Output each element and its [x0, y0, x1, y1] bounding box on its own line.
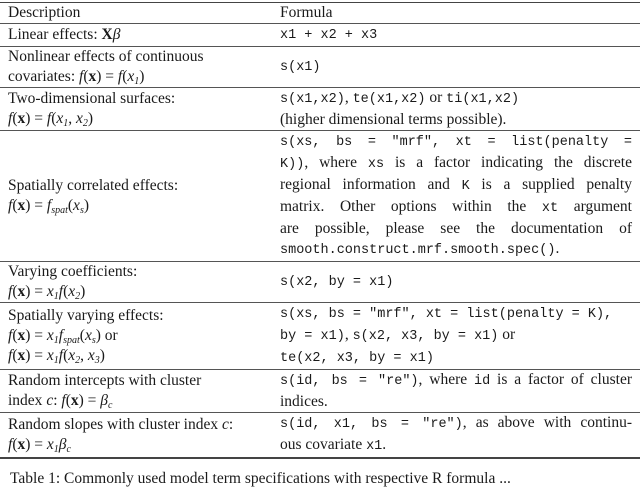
code-text: x1 + x2 + x3 [280, 28, 378, 43]
table-row [0, 88, 640, 131]
math-text: f [46, 110, 52, 127]
text: , [344, 89, 353, 106]
math-text: x [88, 68, 97, 85]
math-text: x [68, 347, 76, 364]
math-text: x [46, 327, 54, 344]
table-row [0, 24, 640, 47]
formula-line [280, 88, 632, 110]
text: or [498, 326, 516, 343]
text: , [344, 326, 353, 343]
math-text: x [68, 283, 76, 300]
math-text: f [79, 68, 84, 85]
code-text: te(x2, x3, by = x1) [280, 351, 434, 366]
math-text: f [58, 327, 64, 344]
formula-line [280, 24, 632, 46]
formula-line [280, 271, 632, 293]
description-line [8, 326, 270, 346]
formula-cell [274, 303, 640, 370]
formula-cell [274, 24, 640, 47]
math-text: x [17, 347, 26, 364]
math-text: x [70, 392, 79, 409]
text: is a factor of cluster [490, 371, 632, 388]
text: ) = [25, 327, 47, 344]
code-text: s(xs, bs = "mrf", xt = list(penalty = [280, 135, 632, 150]
code-text: xs [367, 157, 385, 172]
code-text: te(x1,x2) [352, 92, 426, 107]
text: indices. [280, 393, 328, 410]
table-row [0, 131, 640, 262]
formula-line [280, 239, 632, 261]
math-text: 2 [75, 291, 81, 302]
code-text: s(x2, by = x1) [280, 275, 394, 290]
code-text: x1 [366, 439, 383, 454]
description-line [8, 176, 270, 196]
formula-line [280, 435, 632, 457]
description-cell [0, 131, 274, 262]
header-formula: Formula [280, 4, 333, 21]
math-text: x [127, 68, 135, 85]
text: ( [12, 436, 18, 453]
math-text: x [17, 197, 26, 214]
text: ) or [95, 327, 118, 344]
table-row [0, 47, 640, 88]
math-text: 1 [53, 444, 59, 455]
text: ) = [78, 392, 101, 409]
math-text: x [17, 436, 26, 453]
description-line [8, 262, 270, 282]
math-text: f [117, 68, 123, 85]
text: ) = [25, 110, 47, 127]
text: ) [139, 68, 145, 85]
text: ( [12, 283, 18, 300]
text: : [228, 416, 234, 433]
code-text: id [473, 374, 491, 389]
text: ) [80, 283, 86, 300]
math-text: 2 [75, 355, 81, 366]
math-text: f [61, 392, 66, 409]
description-line [8, 196, 270, 216]
math-text: spat [63, 335, 80, 346]
math-text: c [221, 416, 229, 433]
table-row [0, 262, 640, 303]
description-line [8, 415, 270, 435]
math-text: x [46, 347, 54, 364]
description-cell [0, 370, 274, 413]
text: ) = [25, 197, 47, 214]
description-cell [0, 262, 274, 303]
math-text: 1 [53, 291, 59, 302]
text: Random intercepts with cluster [8, 372, 202, 389]
table-row [0, 413, 640, 459]
description-line [8, 306, 270, 326]
text: Two-dimensional surfaces: [8, 90, 176, 107]
formula-line [280, 197, 632, 219]
text: Linear effects: [8, 26, 102, 43]
description-line [8, 391, 270, 411]
code-text: ti(x1,x2) [446, 92, 520, 107]
formula-line [280, 370, 632, 392]
code-text: by = x1) [280, 329, 345, 344]
text: ) = [96, 68, 118, 85]
text: : [53, 392, 62, 409]
math-text: spat [51, 205, 68, 216]
code-text: smooth.construct.mrf.smooth.spec() [280, 243, 556, 258]
text: ( [65, 392, 71, 409]
text: ( [12, 110, 18, 127]
text: ( [51, 110, 57, 127]
math-text: x [46, 436, 54, 453]
math-text: x [17, 327, 26, 344]
math-text: x [84, 327, 92, 344]
text: ( [122, 68, 128, 85]
text: . [555, 240, 560, 257]
text: is a supplied penalty [469, 176, 632, 193]
text: ) [99, 347, 105, 364]
description-cell [0, 24, 274, 47]
math-text: x [73, 197, 80, 214]
formula-line [280, 175, 632, 197]
formula-line [280, 131, 632, 153]
text: are possible, please see the documentation of [280, 220, 632, 237]
math-text: X [101, 26, 113, 43]
text: ( [12, 327, 18, 344]
text: argument [558, 198, 632, 215]
text: ) = [25, 436, 47, 453]
math-text: f [8, 347, 13, 364]
math-text: f [8, 110, 13, 127]
description-line [8, 371, 270, 391]
text: , as above with continu- [462, 414, 632, 431]
formula-line [280, 303, 632, 325]
text: ( [63, 283, 69, 300]
code-text: s(id, x1, bs = "re") [280, 417, 463, 432]
formula-line [280, 219, 632, 239]
text: ) = [25, 347, 47, 364]
math-text: c [46, 392, 54, 409]
description-line [8, 109, 270, 129]
text: Nonlinear effects of continuous [8, 48, 204, 65]
math-text: x [76, 110, 83, 127]
header-description: Description [8, 4, 81, 21]
math-text: x [56, 110, 64, 127]
math-text: f [46, 197, 52, 214]
formula-line [280, 153, 632, 175]
formula-cell [274, 262, 640, 303]
code-text: s(id, bs = "re") [280, 374, 419, 389]
text: ( [79, 327, 85, 344]
text: Spatially varying effects: [8, 307, 164, 324]
math-text: 1 [134, 76, 140, 87]
math-text: x [17, 110, 26, 127]
math-text: f [58, 283, 64, 300]
math-text: 1 [53, 355, 59, 366]
formula-line [280, 347, 632, 369]
text: ( [67, 197, 74, 214]
text: ous covariate [280, 436, 367, 453]
math-text: 1 [53, 335, 59, 346]
math-text: 2 [82, 118, 88, 129]
text: or [425, 89, 447, 106]
text: ) [83, 197, 90, 214]
text: ) [87, 110, 94, 127]
text: covariates: [8, 68, 80, 85]
math-text: c [108, 400, 113, 411]
text: (higher dimensional terms possible). [280, 111, 507, 128]
text: Spatially correlated effects: [8, 177, 179, 194]
table-row [0, 303, 640, 370]
formula-cell [274, 370, 640, 413]
text: Varying coefficients: [8, 263, 138, 280]
math-text: β [112, 26, 121, 43]
code-text: xt [541, 201, 559, 216]
text: . [382, 436, 387, 453]
math-text: x [46, 283, 54, 300]
description-line [8, 282, 270, 302]
code-text: s(x1) [280, 60, 321, 75]
math-text: f [58, 347, 64, 364]
description-line [8, 346, 270, 366]
description-cell [0, 303, 274, 370]
description-line [8, 67, 270, 87]
math-text: β [100, 392, 109, 409]
table-header-row [0, 3, 640, 24]
description-cell [0, 88, 274, 131]
text: , where [304, 154, 368, 171]
math-text: f [8, 327, 13, 344]
text: index [8, 392, 47, 409]
text: is a factor indicating the discrete [384, 154, 632, 171]
description-cell [0, 413, 274, 459]
formula-cell [274, 88, 640, 131]
formula-line [280, 56, 632, 78]
text: ( [12, 347, 18, 364]
formula-line [280, 413, 632, 435]
math-text: c [66, 444, 71, 455]
code-text: s(x2, x3, by = x1) [352, 329, 499, 344]
formula-cell [274, 131, 640, 262]
description-line [8, 89, 270, 109]
math-text: x [17, 283, 26, 300]
math-text: s [79, 205, 84, 216]
math-text: 1 [63, 118, 69, 129]
text: ) = [25, 283, 47, 300]
code-text: K)) [280, 157, 305, 172]
table-row [0, 370, 640, 413]
formula-line [280, 325, 632, 347]
math-text: f [8, 197, 13, 214]
text: matrix. Other options within the [280, 198, 542, 215]
formula-cell [274, 413, 640, 459]
description-line [8, 435, 270, 455]
text: ( [12, 197, 18, 214]
code-text: s(x1,x2) [280, 92, 345, 107]
text: ( [83, 68, 89, 85]
formula-line [280, 110, 632, 130]
text: , where [418, 371, 474, 388]
text: Random slopes with cluster index [8, 416, 222, 433]
math-text: f [8, 436, 13, 453]
math-text: 3 [94, 355, 100, 366]
code-text: K [461, 179, 470, 194]
table-caption: Table 1: Commonly used model term specifications with respective R formula ... [10, 470, 511, 487]
formula-cell [274, 47, 640, 88]
description-line [8, 47, 270, 67]
math-text: f [8, 283, 13, 300]
text: regional information and [280, 176, 462, 193]
description-line [8, 25, 270, 45]
formula-line [280, 392, 632, 412]
code-text: s(xs, bs = "mrf", xt = list(penalty = K), [280, 307, 613, 322]
text: , [80, 347, 88, 364]
text: , [68, 110, 77, 127]
math-text: x [87, 347, 95, 364]
model-terms-table [0, 2, 640, 459]
description-cell [0, 47, 274, 88]
text: ( [63, 347, 69, 364]
math-text: s [91, 335, 96, 346]
math-text: β [58, 436, 67, 453]
